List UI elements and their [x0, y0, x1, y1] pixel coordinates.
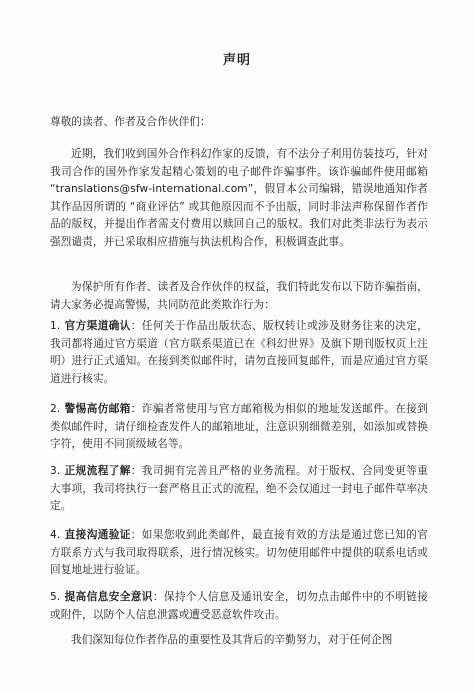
item-number: 3.: [50, 465, 61, 477]
paragraph-incident: 近期，我们收到国外合作科幻作家的反馈，有不法分子利用仿装技巧，针对我司合作的国外作家发起精心策划的电子邮件诈骗事件。该诈骗邮件使用邮箱 “translations@sfw-international.com”，假冒本公司编辑，错误地通知作者其作品因所谓的 “商业评估” 或其他原因而不予出版，同时非法声称保留作者作品的版权，并提出作者需支付费用以赎回自己的版权。我们对此类非法行为表示强烈谴责，并已采取相应措施与执法机构合作，积极调查此事。: [50, 148, 428, 248]
guideline-item-process: [50, 463, 428, 516]
item-term: 警惕高仿邮箱: [64, 403, 131, 415]
item-text: ：如果您收到此类邮件，最直接有效的方法是通过您已知的官方联系方式与我司取得联系，进行情况核实。切勿使用邮件中提供的联系电话或回复地址进行验证。: [50, 529, 428, 577]
item-term: 提高信息安全意识: [64, 591, 153, 603]
item-number: 5.: [50, 591, 61, 603]
item-term: 正规流程了解: [64, 465, 131, 477]
guideline-item-direct-contact: [50, 527, 428, 580]
item-text: ：诈骗者常使用与官方邮箱极为相似的地址发送邮件。在接到类似邮件时，请仔细检查发件人的邮箱地址，注意识别细微差别，如添加或替换字符，使用不同顶级域名等。: [50, 403, 428, 451]
item-text: ：任何关于作品出版状态、版权转让或涉及财务往来的决定，我司都将通过官方渠道（官方联系渠道已在《科幻世界》及旗下期刊版权页上注明）进行正式通知。在接到类似邮件时，请勿直接回复邮件，而是应通过官方渠道进行核实。: [50, 320, 428, 385]
paragraph-guidelines-intro: 为保护所有作者、读者及合作伙伴的权益，我们特此发布以下防诈骗指南，请大家务必提高警惕，共同防范此类欺诈行为：: [50, 281, 428, 311]
guideline-item-official-channel: [50, 318, 428, 388]
item-text: ：我司拥有完善且严格的业务流程。对于版权、合同变更等重大事项，我司将执行一套严格且正式的流程，绝不会仅通过一封电子邮件草率决定。: [50, 465, 428, 513]
item-number: 1.: [50, 320, 61, 332]
item-term: 官方渠道确认: [64, 320, 131, 332]
salutation: 尊敬的读者、作者及合作伙伴们：: [50, 116, 211, 128]
guideline-item-fake-email: [50, 401, 428, 454]
item-number: 2.: [50, 403, 61, 415]
closing-paragraph: 我们深知每位作者作品的重要性及其背后的辛勤努力，对于任何企图: [71, 634, 393, 646]
item-number: 4.: [50, 529, 61, 541]
guideline-item-security: [50, 589, 428, 624]
item-text: ：保持个人信息及通讯安全，切勿点击邮件中的不明链接或附件，以防个人信息泄露或遭受恶意软件攻击。: [50, 591, 428, 621]
document-title: 声明: [222, 53, 251, 68]
item-term: 直接沟通验证: [64, 529, 131, 541]
